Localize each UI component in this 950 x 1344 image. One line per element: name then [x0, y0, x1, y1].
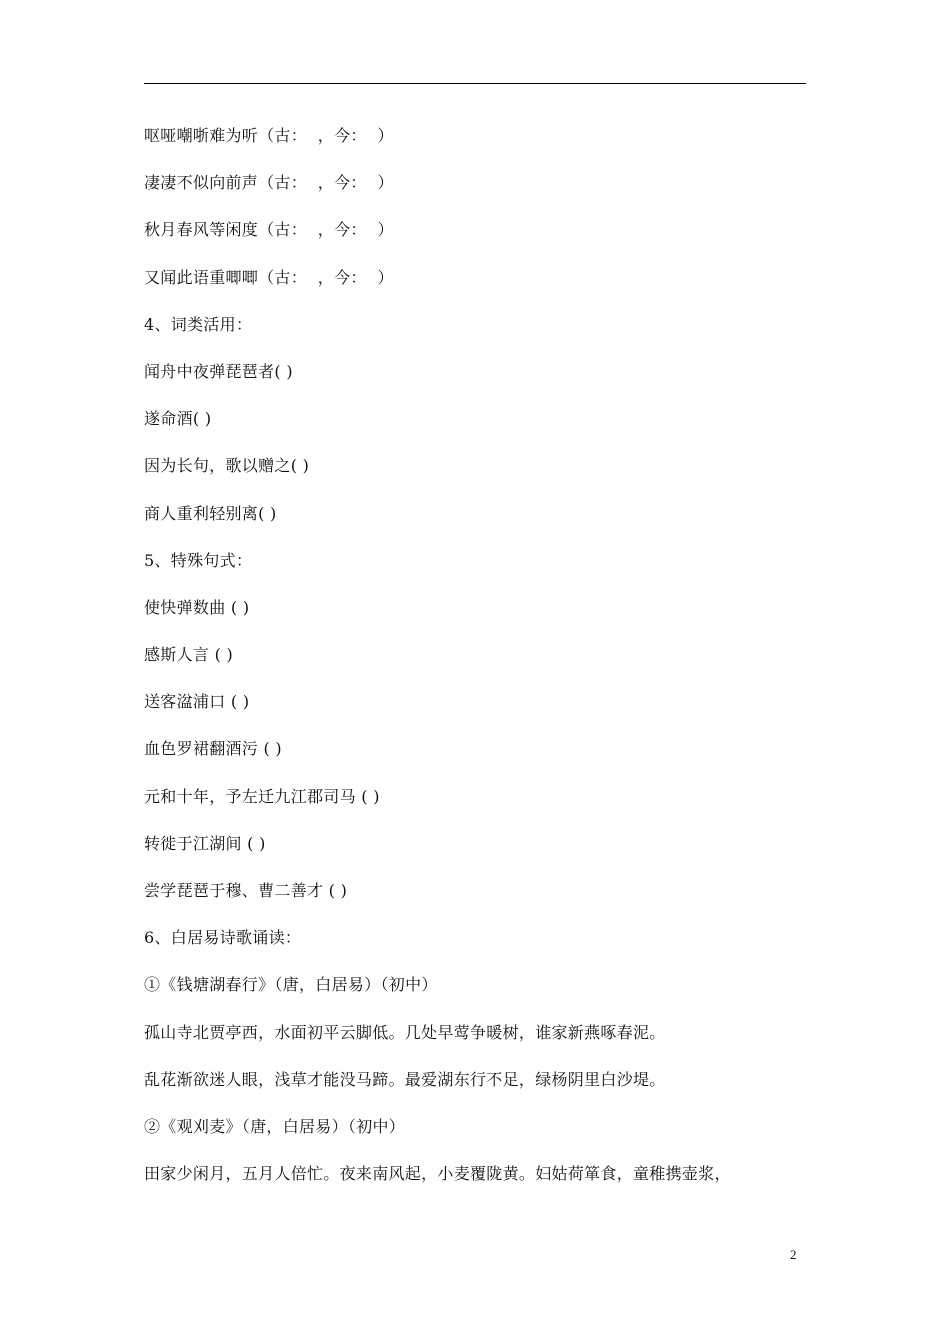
text-line: 凄凄不似向前声（古： ，今： ）	[144, 173, 394, 193]
text-line: 因为长句，歌以赠之( )	[144, 456, 310, 476]
poem-title: ②《观刈麦》（唐，白居易）（初中）	[144, 1116, 406, 1136]
poem-line: 孤山寺北贾亭西，水面初平云脚低。几处早莺争暖树，谁家新燕啄春泥。	[144, 1022, 666, 1042]
section-heading: 6、白居易诗歌诵读：	[144, 928, 302, 948]
text-line: 遂命酒( )	[144, 409, 212, 429]
text-line: 元和十年，予左迁九江郡司马 ( )	[144, 786, 380, 806]
text-line: 呕哑嘲哳难为听（古： ，今： ）	[144, 126, 394, 145]
document-body	[144, 122, 806, 1207]
text-line: 秋月春风等闲度（古： ，今： ）	[144, 220, 394, 240]
section-heading: 5、特殊句式：	[144, 550, 253, 570]
text-line: 转徙于江湖间 ( )	[144, 833, 266, 853]
text-line: 闻舟中夜弹琵琶者( )	[144, 361, 293, 381]
text-line: 尝学琵琶于穆、曹二善才 ( )	[144, 881, 348, 900]
poem-line: 田家少闲月，五月人倍忙。夜来南风起，小麦覆陇黄。妇姑荷箪食，童稚携壶浆，	[144, 1164, 731, 1184]
text-line: 商人重利轻别离( )	[144, 503, 277, 523]
header-rule	[144, 83, 806, 84]
section-heading: 4、词类活用：	[144, 314, 253, 334]
text-line: 使快弹数曲 ( )	[144, 597, 250, 617]
poem-line: 乱花渐欲迷人眼，浅草才能没马蹄。最爱湖东行不足，绿杨阴里白沙堤。	[144, 1069, 666, 1089]
text-line: 又闻此语重唧唧（古： ，今： ）	[144, 267, 394, 287]
poem-title: ①《钱塘湖春行》（唐，白居易）（初中）	[144, 975, 438, 995]
page-number: 2	[790, 1247, 797, 1262]
text-line: 送客湓浦口 ( )	[144, 692, 250, 712]
text-line: 感斯人言 ( )	[144, 645, 234, 665]
text-line: 血色罗裙翻酒污 ( )	[144, 739, 282, 759]
